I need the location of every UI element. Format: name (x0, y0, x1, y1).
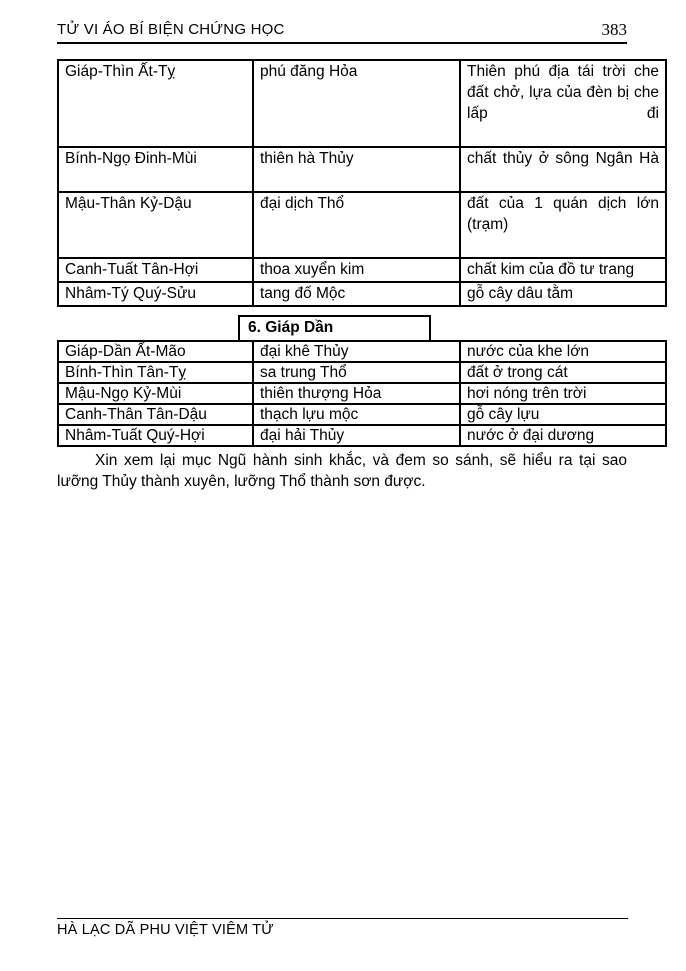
running-footer (57, 918, 628, 938)
cell-napam: sa trung Thổ (253, 362, 460, 383)
cell-napam: đại hải Thủy (253, 425, 460, 446)
cell-meaning: đất ở trong cát (460, 362, 666, 383)
cell-canchi: Giáp-Dần Ất-Mão (58, 341, 253, 362)
cell-napam: đại khê Thủy (253, 341, 460, 362)
cell-canchi: Mậu-Thân Kỷ-Dậu (58, 192, 253, 258)
cell-meaning: đất của 1 quán dịch lớn (trạm) (460, 192, 666, 258)
footer-author: HÀ LẠC DÃ PHU VIỆT VIÊM TỬ (57, 922, 274, 938)
cell-canchi: Canh-Tuất Tân-Hợi (58, 258, 253, 282)
cell-canchi: Giáp-Thìn Ất-Tỵ (58, 60, 253, 147)
cell-meaning: Thiên phú địa tái trời che đất chở, lựa của đèn bị che lấp đi (460, 60, 666, 147)
table-row (58, 341, 666, 362)
book-title: TỬ VI ÁO BÍ BIỆN CHỨNG HỌC (57, 21, 285, 38)
table-row (58, 147, 666, 192)
table-row (58, 425, 666, 446)
cell-canchi: Bính-Ngọ Đinh-Mùi (58, 147, 253, 192)
cell-meaning: chất kim của đồ tư trang (460, 258, 666, 282)
table-row (58, 362, 666, 383)
page-content (57, 0, 659, 508)
table-row (58, 60, 666, 147)
cell-meaning: gỗ cây lựu (460, 404, 666, 425)
table-row (58, 383, 666, 404)
page-number: 383 (601, 20, 627, 39)
table-row (58, 282, 666, 306)
cell-napam: thiên thượng Hỏa (253, 383, 460, 404)
section-header-giap-dan: 6. Giáp Dần (238, 315, 431, 342)
cell-canchi: Canh-Thân Tân-Dậu (58, 404, 253, 425)
cell-napam: thiên hà Thủy (253, 147, 460, 192)
body-paragraph: Xin xem lại mục Ngũ hành sinh khắc, và đem so sánh, sẽ hiểu ra tại sao lưỡng Thủy thành xuyên, lưỡng Thổ thành sơn được. (57, 452, 627, 490)
napam-table-continued (57, 59, 667, 307)
cell-meaning: gỗ cây dâu tằm (460, 282, 666, 306)
cell-canchi: Nhâm-Tuất Quý-Hợi (58, 425, 253, 446)
cell-canchi: Nhâm-Tý Quý-Sửu (58, 282, 253, 306)
cell-canchi: Mậu-Ngọ Kỷ-Mùi (58, 383, 253, 404)
table-row (58, 192, 666, 258)
cell-meaning: chất thủy ở sông Ngân Hà (460, 147, 666, 192)
running-header (57, 0, 627, 44)
cell-napam: thoa xuyển kim (253, 258, 460, 282)
cell-napam: thạch lựu mộc (253, 404, 460, 425)
cell-meaning: nước của khe lớn (460, 341, 666, 362)
cell-napam: tang đố Mộc (253, 282, 460, 306)
table-row (58, 258, 666, 282)
cell-meaning: hơi nóng trên trời (460, 383, 666, 404)
napam-table-giap-dan (57, 340, 667, 447)
cell-meaning: nước ở đại dương (460, 425, 666, 446)
cell-napam: phú đăng Hỏa (253, 60, 460, 147)
cell-napam: đại dịch Thổ (253, 192, 460, 258)
cell-canchi: Bính-Thìn Tân-Tỵ (58, 362, 253, 383)
table-row (58, 404, 666, 425)
